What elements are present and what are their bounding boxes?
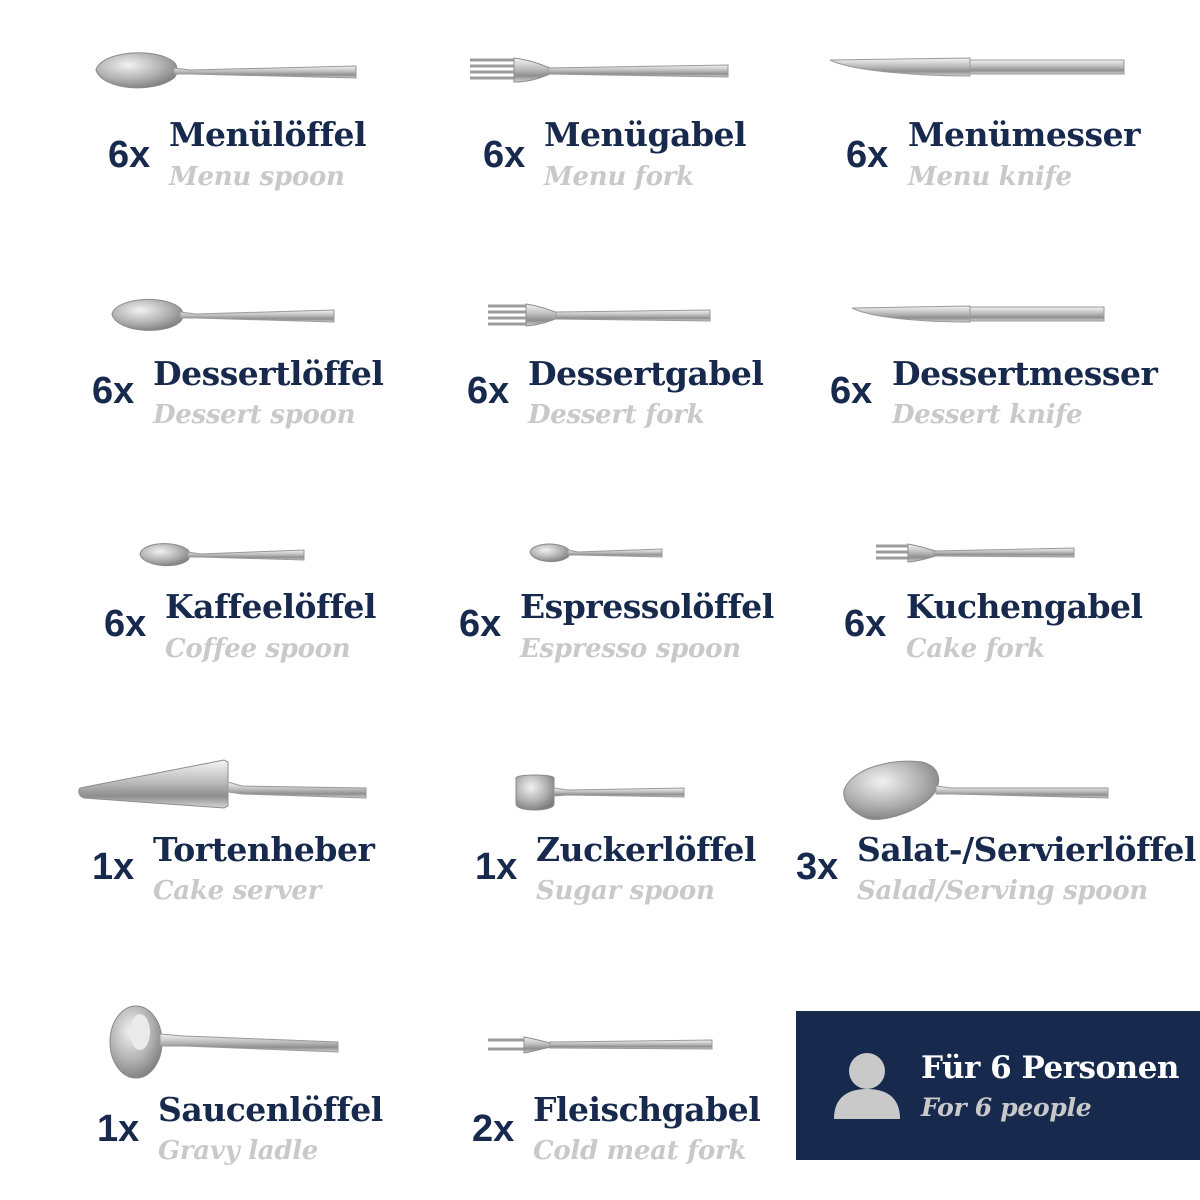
espresso-spoon-icon: [528, 540, 666, 566]
item-name-en: Menu spoon: [169, 162, 345, 192]
sugar-spoon-icon: [514, 774, 688, 812]
item-name-en: Cold meat fork: [533, 1136, 747, 1166]
item-name-en: Espresso spoon: [520, 634, 741, 664]
meat-fork-icon: [488, 1034, 716, 1056]
item-name-de: Tortenheber: [153, 830, 375, 869]
persons-label-de: Für 6 Personen: [921, 1050, 1179, 1086]
item-name-de: Menülöffel: [169, 115, 366, 154]
item-name-en: Dessert fork: [528, 400, 705, 430]
item-name-de: Fleischgabel: [533, 1090, 761, 1129]
item-quantity: 6x: [483, 134, 526, 176]
dessert-spoon-icon: [110, 292, 338, 340]
item-quantity: 6x: [467, 370, 510, 412]
item-name-en: Cake server: [153, 876, 322, 906]
item-quantity: 1x: [475, 846, 518, 888]
gravy-ladle-icon: [106, 1004, 342, 1082]
persons-badge: [796, 1011, 1200, 1160]
item-quantity: 6x: [844, 603, 887, 645]
item-quantity: 1x: [92, 846, 135, 888]
menu-knife-icon: [830, 56, 1126, 80]
item-quantity: 6x: [92, 370, 135, 412]
item-name-de: Menügabel: [544, 115, 747, 154]
item-name-en: Menu fork: [544, 162, 694, 192]
item-name-de: Menümesser: [908, 115, 1140, 154]
menu-fork-icon: [470, 56, 732, 86]
item-name-en: Dessert knife: [892, 400, 1083, 430]
item-name-en: Gravy ladle: [158, 1136, 319, 1166]
item-name-de: Dessertlöffel: [153, 354, 384, 393]
item-name-de: Kaffeelöffel: [165, 587, 376, 626]
item-name-en: Coffee spoon: [165, 634, 351, 664]
item-quantity: 6x: [830, 370, 873, 412]
item-name-de: Dessertgabel: [528, 354, 764, 393]
item-quantity: 1x: [97, 1108, 140, 1150]
item-name-en: Dessert spoon: [153, 400, 356, 430]
item-name-en: Salad/Serving spoon: [857, 876, 1148, 906]
cake-fork-icon: [876, 542, 1078, 564]
item-name-de: Saucenlöffel: [158, 1090, 383, 1129]
item-quantity: 6x: [104, 603, 147, 645]
coffee-spoon-icon: [138, 538, 308, 572]
dessert-knife-icon: [852, 304, 1106, 326]
item-name-de: Salat-/Servierlöffel: [857, 830, 1196, 869]
item-name-de: Dessertmesser: [892, 354, 1158, 393]
item-name-de: Espressolöffel: [520, 587, 774, 626]
item-name-de: Kuchengabel: [906, 587, 1143, 626]
item-quantity: 6x: [846, 134, 889, 176]
item-name-en: Sugar spoon: [536, 876, 715, 906]
item-name-en: Cake fork: [906, 634, 1045, 664]
item-name-en: Menu knife: [908, 162, 1072, 192]
serving-spoon-icon: [842, 758, 1112, 824]
person-icon: [832, 1051, 902, 1121]
item-quantity: 6x: [108, 134, 151, 176]
item-quantity: 2x: [472, 1108, 515, 1150]
menu-spoon-icon: [94, 44, 364, 100]
item-quantity: 6x: [459, 603, 502, 645]
persons-label-en: For 6 people: [921, 1093, 1092, 1122]
item-quantity: 3x: [796, 846, 839, 888]
cake-server-icon: [78, 758, 370, 810]
dessert-fork-icon: [488, 302, 714, 328]
item-name-de: Zuckerlöffel: [536, 830, 756, 869]
